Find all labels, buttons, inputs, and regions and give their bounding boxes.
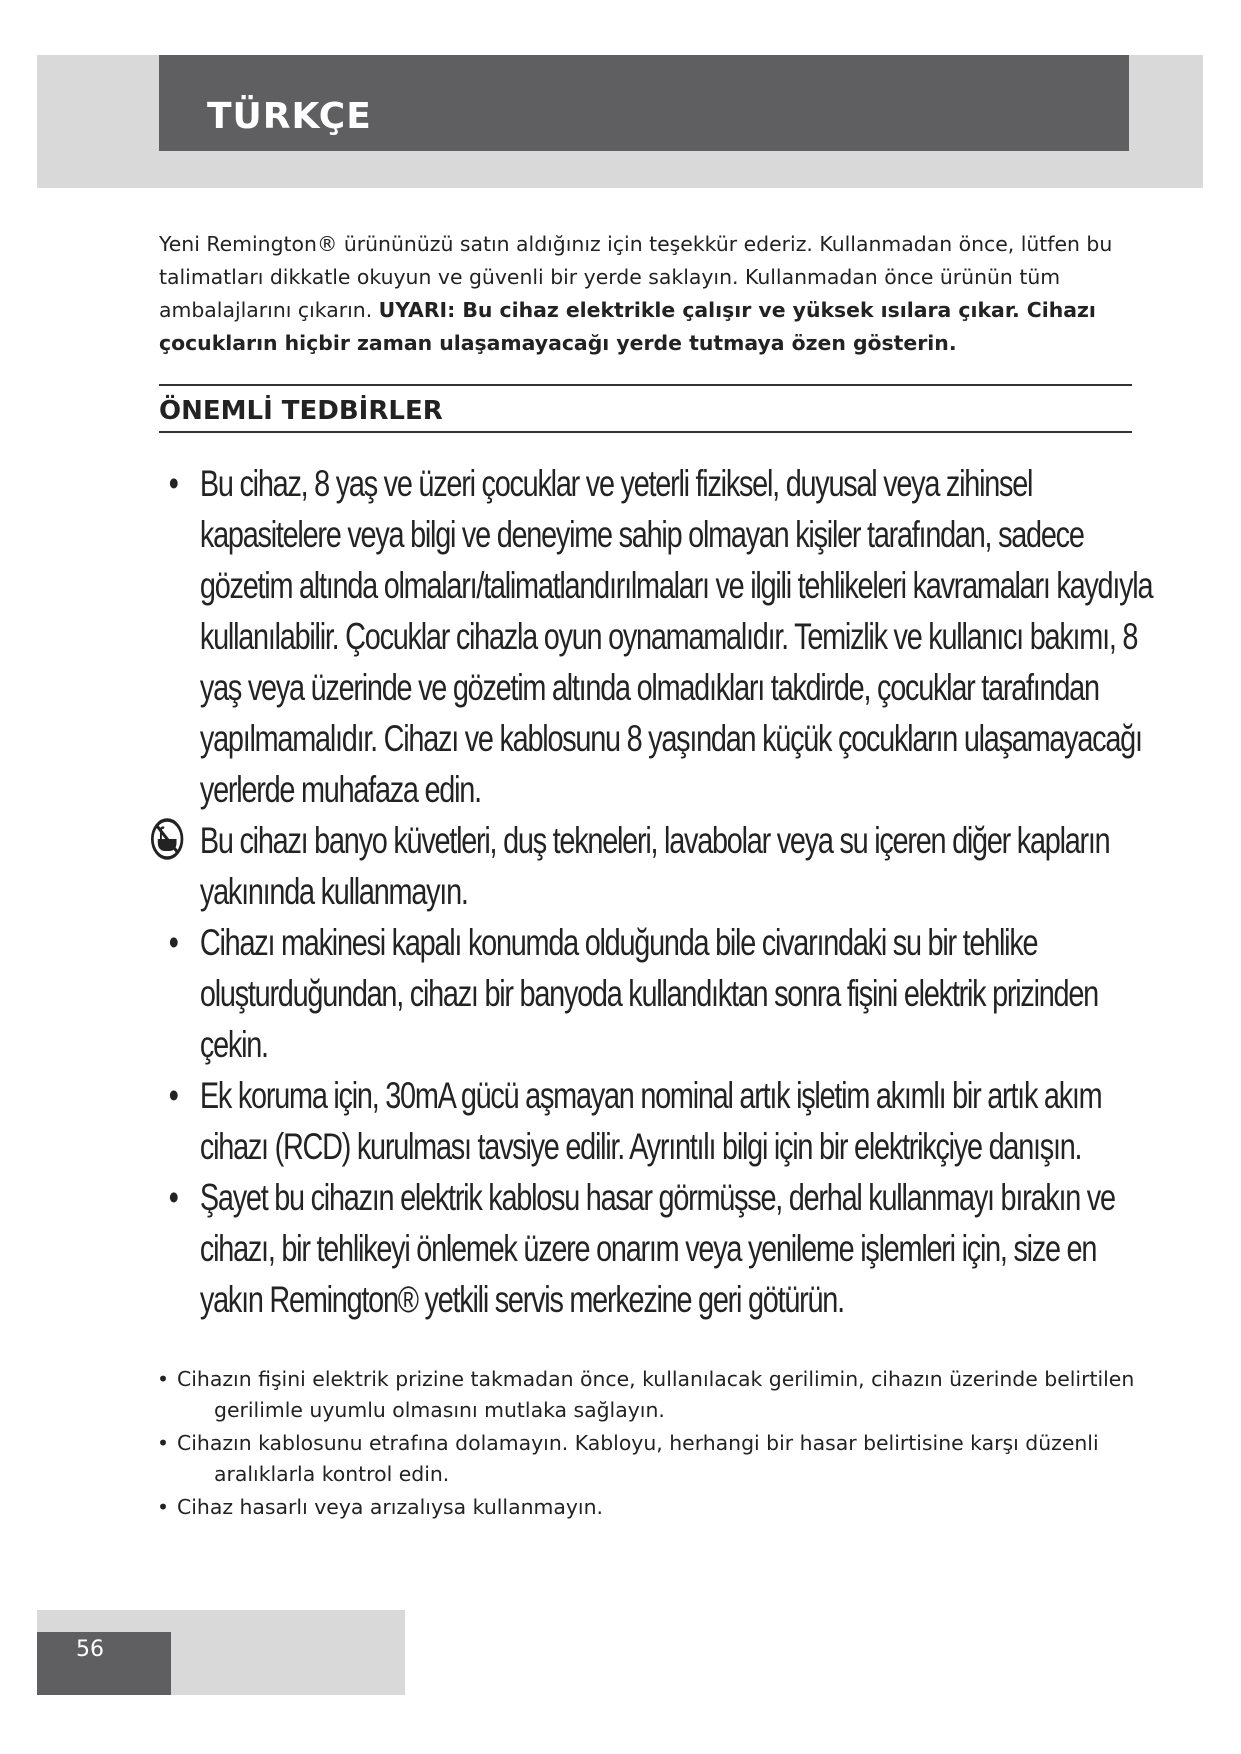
list-item-text: Bu cihazı banyo küvetleri, duş tekneleri, lavabolar veya su içeren diğer kapların yakınında kullanmayın.	[199, 820, 1110, 912]
intro-text: Yeni Remington® ürününüzü satın aldığınız için teşekkür ederiz. Kullanmadan önce, lütfen bu talimatları dikkatle okuyun ve güvenli bir yerde saklayın. Kullanmadan önce ürünün tüm ambalajlarını çıkarın.	[159, 232, 1113, 322]
bullet: •	[168, 922, 178, 963]
list-item-text: Bu cihaz, 8 yaş ve üzeri çocuklar ve yeterli fiziksel, duyusal veya zihinsel kapasitelere veya bilgi ve deneyime sahip olmayan kişiler tarafından, sadece gözetim altında olmaları/talimatlandırılmaları ve ilgili tehlikeleri kavramaları kaydıyla kullanılabilir. Çocuklar cihazla oyun oynamamalıdır. Temizlik ve kullanıcı bakımı, 8 yaş veya üzerinde ve gözetim altında olmadıkları takdirde, çocuklar tarafından yapılmamalıdır. Cihazı ve kablosunu 8 yaşından küçük çocukların ulaşamayacağı yerlerde muhafaza edin.	[199, 463, 1153, 810]
section-top-rule	[159, 384, 1132, 386]
list-item	[157, 1364, 1137, 1426]
list-item	[157, 1492, 1137, 1523]
list-item	[150, 1172, 1155, 1325]
list-item-text: Cihazın fişini elektrik prizine takmadan önce, kullanılacak gerilimin, cihazın üzerinde belirtilen gerilimle uyumlu olmasını mutlaka sağlayın.	[177, 1367, 1135, 1422]
bullet: •	[157, 1495, 170, 1519]
no-bathtub-icon	[150, 817, 184, 861]
list-item	[150, 917, 1155, 1070]
list-item-text: Cihazın kablosunu etrafına dolamayın. Kabloyu, herhangi bir hasar belirtisine karşı düzenli aralıklarla kontrol edin.	[177, 1431, 1099, 1486]
bullet: •	[168, 1177, 178, 1218]
safety-list-large	[150, 458, 1153, 1325]
list-item	[157, 1428, 1137, 1490]
list-item-text: Şayet bu cihazın elektrik kablosu hasar görmüşse, derhal kullanmayı bırakın ve cihazı, bir tehlikeyi önlemek üzere onarım veya yenileme işlemleri için, size en yakın Remington® yetkili servis merkezine geri götürün.	[199, 1177, 1115, 1320]
list-item-text: Ek koruma için, 30mA gücü aşmayan nominal artık işletim akımlı bir artık akım cihazı (RCD) kurulması tavsiye edilir. Ayrıntılı bilgi için bir elektrikçiye danışın.	[199, 1075, 1102, 1167]
list-item	[150, 1070, 1155, 1172]
page-number: 56	[76, 1637, 104, 1662]
list-item-text: Cihazı makinesi kapalı konumda olduğunda bile civarındaki su bir tehlike oluşturduğundan, cihazı bir banyoda kullandıktan sonra fişini elektrik prizinden çekin.	[199, 922, 1098, 1065]
page-title: TÜRKÇE	[207, 96, 372, 137]
intro-paragraph	[159, 228, 1139, 360]
list-item-text: Cihaz hasarlı veya arızalıysa kullanmayın.	[177, 1495, 603, 1519]
footer-box	[37, 1632, 171, 1695]
safety-list-small	[157, 1364, 1137, 1525]
list-item-no-bath	[150, 815, 1155, 917]
section-bottom-rule	[159, 431, 1132, 433]
bullet: •	[157, 1367, 170, 1391]
section-title: ÖNEMLİ TEDBİRLER	[159, 396, 443, 426]
list-item	[150, 458, 1155, 815]
intro-warning: UYARI: Bu cihaz elektrikle çalışır ve yüksek ısılara çıkar. Cihazı çocukların hiçbir zaman ulaşamayacağı yerde tutmaya özen gösterin.	[159, 298, 1096, 355]
bullet: •	[168, 1075, 178, 1116]
bullet: •	[168, 463, 178, 504]
bullet: •	[157, 1431, 170, 1455]
